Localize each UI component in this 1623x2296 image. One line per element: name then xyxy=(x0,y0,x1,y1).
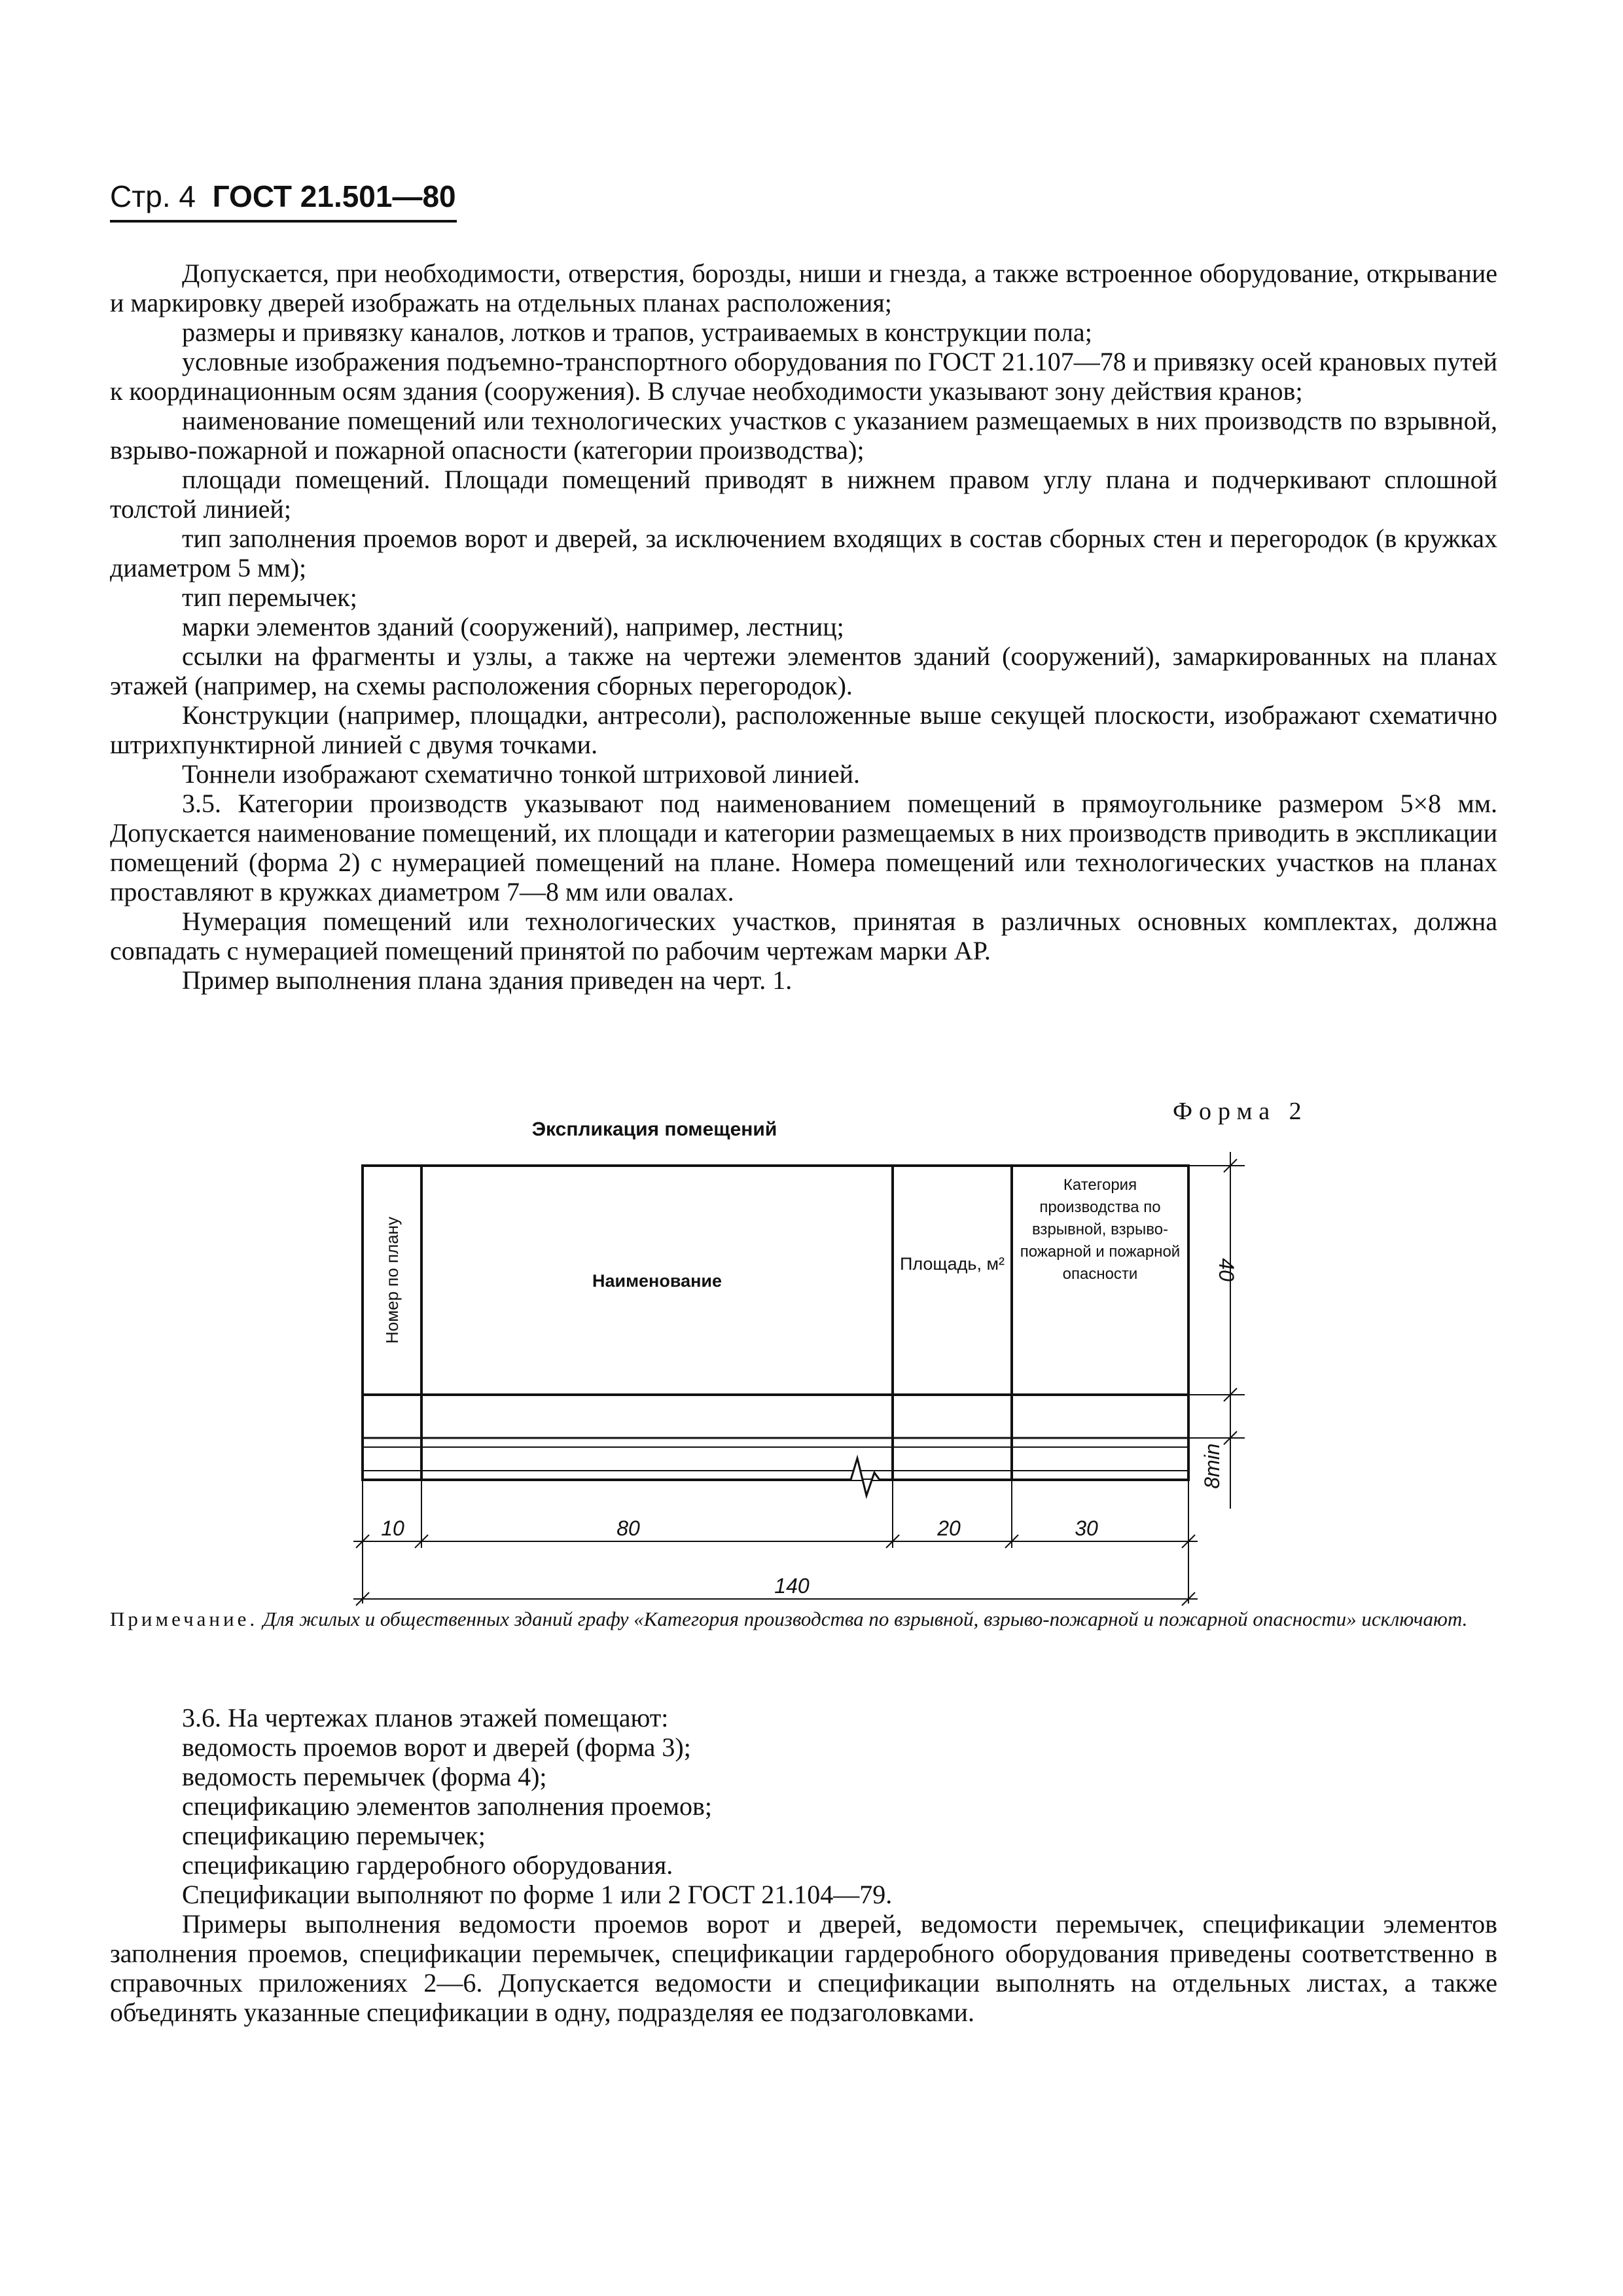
form-drawing xyxy=(347,1152,1263,1610)
header-rule xyxy=(110,220,457,223)
list-paragraph: Спецификации выполняют по форме 1 или 2 ГОСТ 21.104—79. xyxy=(182,1880,893,1909)
header-text xyxy=(110,178,457,215)
dim-label-40: 40 xyxy=(1215,1258,1238,1282)
list-text xyxy=(110,1703,1497,2027)
dim-label-20: 20 xyxy=(937,1516,961,1540)
break-symbol xyxy=(831,1458,910,1496)
paragraph: наименование помещений или технологических участков с указанием размещаемых в них производств по взрывной, взрыво-пожарной и пожарной опасности (категории производства); xyxy=(110,406,1497,465)
form-note xyxy=(110,1607,1497,1632)
paragraph: Нумерация помещений или технологических участков, принятая в различных основных комплектах, должна совпадать с нумерацией помещений принятой по рабочим чертежам марки АР. xyxy=(110,906,1497,965)
dim-label-30: 30 xyxy=(1075,1516,1098,1540)
form-title-text: Экспликация помещений xyxy=(531,1119,777,1140)
dim-label-8min: 8min xyxy=(1200,1443,1224,1489)
list-paragraph: 3.6. На чертежах планов этажей помещают: xyxy=(182,1703,669,1732)
col-area-header: Площадь, м² xyxy=(899,1254,1005,1274)
paragraph: тип перемычек; xyxy=(182,583,357,612)
form-title xyxy=(0,1119,1623,1141)
col-category-header: Категория производства по взрывной, взрыво-пожарной и пожарной опасности xyxy=(1020,1176,1181,1283)
col-category-header-box xyxy=(1013,1174,1187,1371)
paragraph: 3.5. Категории производств указывают под наименованием помещений в прямоугольнике размером 5×8 мм. Допускается наименование помещений, их площади и категории размещаемых в них производств приводить в экспликации помещений (форма 2) с нумерацией помещений на плане. Номера помещений или технологических участков на планах проставляют в кружках диаметром 7—8 мм или овалах. xyxy=(110,789,1497,906)
list-paragraph: ведомость перемычек (форма 4); xyxy=(182,1762,547,1791)
gost-number: ГОСТ 21.501—80 xyxy=(212,179,456,213)
dim-label-10: 10 xyxy=(381,1516,404,1540)
col-name-header: Наименование xyxy=(592,1271,722,1291)
paragraph: тип заполнения проемов ворот и дверей, за исключением входящих в состав сборных стен и перегородок (в кружках диаметром 5 мм); xyxy=(110,524,1497,583)
dim-label-140: 140 xyxy=(774,1574,810,1598)
col-number-header: Номер по плану xyxy=(382,1216,402,1344)
list-paragraph: Примеры выполнения ведомости проемов ворот и дверей, ведомости перемычек, спецификации элементов заполнения проемов, спецификации перемычек, спецификации гардеробного оборудования приведены соответственно в справочных приложениях 2—6. Допускается ведомости и спецификации выполнять на отдельных листах, а также объединять указанные спецификации в одну, подразделяя ее подзаголовками. xyxy=(110,1909,1497,2027)
note-text: Для жилых и общественных зданий графу «Категория производства по взрывной, взрыво-пожарной и пожарной опасности» исключают. xyxy=(262,1607,1468,1630)
paragraph: Конструкции (например, площадки, антресоли), расположенные выше секущей плоскости, изображают схематично штрихпунктирной линией с двумя точками. xyxy=(110,700,1497,759)
paragraph: Тоннели изображают схематично тонкой штриховой линией. xyxy=(182,759,860,789)
note-label: Примечание. xyxy=(110,1607,259,1630)
paragraph: площади помещений. Площади помещений приводят в нижнем правом углу плана и подчеркивают сплошной толстой линией; xyxy=(110,465,1497,524)
paragraph: ссылки на фрагменты и узлы, а также на чертежи элементов зданий (сооружений), замаркированных на планах этажей (например, на схемы расположения сборных перегородок). xyxy=(110,641,1497,700)
list-paragraph: ведомость проемов ворот и дверей (форма 3); xyxy=(182,1732,691,1762)
paragraph: условные изображения подъемно-транспортного оборудования по ГОСТ 21.107—78 и привязку осей крановых путей к координационным осям здания (сооружения). В случае необходимости указывают зону действия кранов; xyxy=(110,347,1497,406)
dim-label-80: 80 xyxy=(616,1516,640,1540)
form-label: Форма 2 xyxy=(1173,1098,1308,1125)
list-paragraph: спецификацию гардеробного оборудования. xyxy=(182,1850,673,1880)
paragraph: Пример выполнения плана здания приведен на черт. 1. xyxy=(182,965,793,995)
list-paragraph: спецификацию элементов заполнения проемов; xyxy=(182,1791,712,1821)
paragraph: Допускается, при необходимости, отверстия, борозды, ниши и гнезда, а также встроенное оборудование, открывание и маркировку дверей изображать на отдельных планах расположения; xyxy=(110,259,1497,317)
col-area-header-box xyxy=(894,1250,1010,1329)
list-paragraph: спецификацию перемычек; xyxy=(182,1821,486,1850)
body-text xyxy=(110,259,1497,995)
page-number: Стр. 4 xyxy=(110,179,196,213)
page-header xyxy=(110,178,457,223)
paragraph: размеры и привязку каналов, лотков и трапов, устраиваемых в конструкции пола; xyxy=(182,317,1092,347)
paragraph: марки элементов зданий (сооружений), например, лестниц; xyxy=(182,612,844,641)
